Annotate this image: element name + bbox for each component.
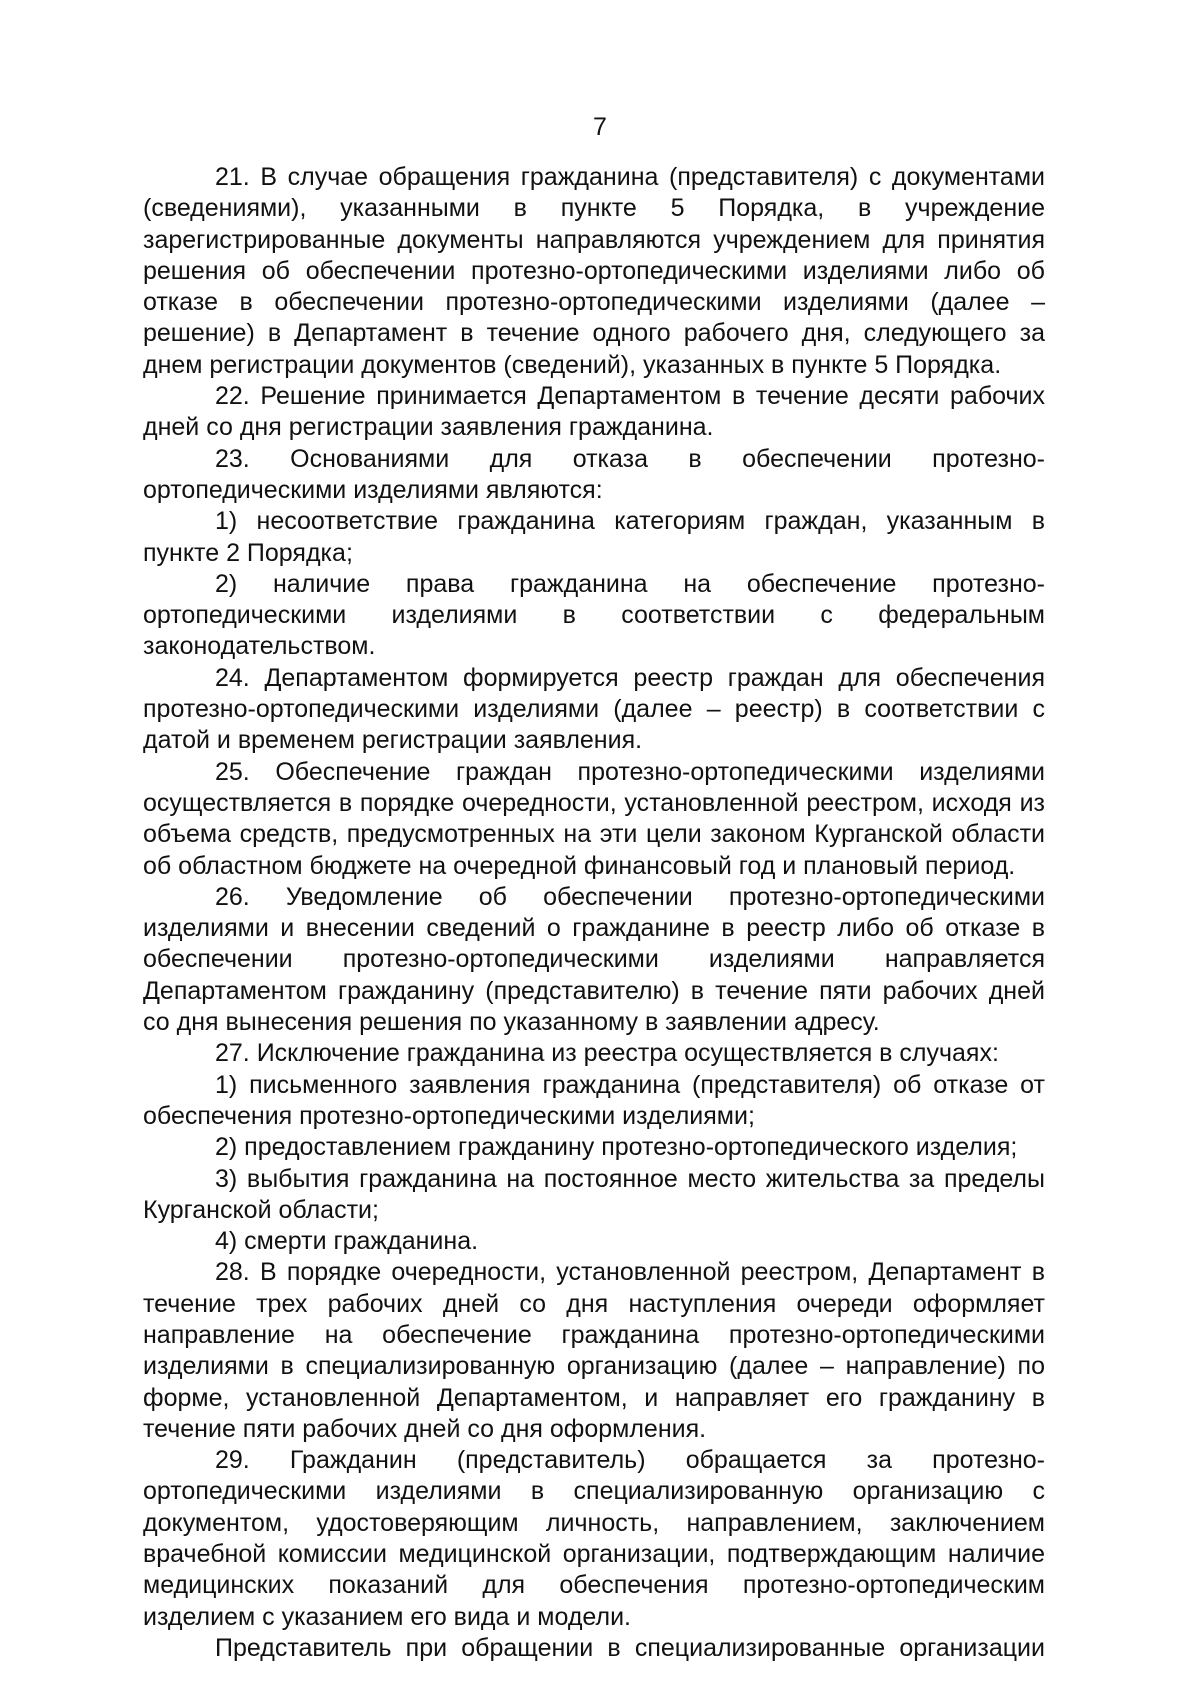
paragraph-22: 22. Решение принимается Департаментом в течение десяти рабочих дней со дня регистрации заявления гражданина. (143, 382, 1045, 442)
paragraph-23: 23. Основаниями для отказа в обеспечении протезно-ортопедическими изделиями являются: (143, 444, 1045, 504)
paragraph-27-item-2: 2) предоставлением гражданину протезно-ортопедического изделия; (215, 1133, 1018, 1162)
paragraph-26: 26. Уведомление об обеспечении протезно-ортопедическими изделиями и внесении сведений о гражданине в реестр либо об отказе в обеспечении протезно-ортопедическими изделиями направляется Департаментом гражданину (представителю) в течение пяти рабочих дней со дня вынесения решения по указанному в заявлении адресу. (143, 882, 1045, 1037)
paragraph-29: 29. Гражданин (представитель) обращается за протезно-ортопедическими изделиями в специализированную организацию с документом, удостоверяющим личность, направлением, заключением врачебной комиссии медицинской организации, подтверждающим наличие медицинских показаний для обеспечения протезно-ортопедическим изделием с указанием его вида и модели. (143, 1446, 1045, 1631)
page-number: 7 (593, 113, 607, 141)
paragraph-23-item-2: 2) наличие права гражданина на обеспечение протезно-ортопедическими изделиями в соответствии с федеральным законодательством. (143, 569, 1045, 661)
paragraph-28: 28. В порядке очередности, установленной реестром, Департамент в течение трех рабочих дней со дня наступления очереди оформляет направление на обеспечение гражданина протезно-ортопедическими изделиями в специализированную организацию (далее – направление) по форме, установленной Департаментом, и направляет его гражданину в течение пяти рабочих дней со дня оформления. (143, 1258, 1045, 1443)
paragraph-23-item-1: 1) несоответствие гражданина категориям граждан, указанным в пункте 2 Порядка; (143, 507, 1045, 567)
paragraph-27-item-1: 1) письменного заявления гражданина (представителя) об отказе от обеспечения протезно-ортопедическими изделиями; (143, 1070, 1045, 1130)
paragraph-24: 24. Департаментом формируется реестр граждан для обеспечения протезно-ортопедическими изделиями (далее – реестр) в соответствии с датой и временем регистрации заявления. (143, 663, 1045, 755)
document-body (143, 162, 1045, 1664)
paragraph-27-item-4: 4) смерти гражданина. (215, 1227, 479, 1256)
paragraph-25: 25. Обеспечение граждан протезно-ортопедическими изделиями осуществляется в порядке очередности, установленной реестром, исходя из объема средств, предусмотренных на эти цели законом Курганской области об областном бюджете на очередной финансовый год и плановый период. (143, 757, 1045, 880)
paragraph-29-continuation: Представитель при обращении в специализированные организации (215, 1633, 1045, 1662)
paragraph-27: 27. Исключение гражданина из реестра осуществляется в случаях: (215, 1039, 999, 1068)
paragraph-27-item-3: 3) выбытия гражданина на постоянное место жительства за пределы Курганской области; (143, 1164, 1045, 1224)
paragraph-21: 21. В случае обращения гражданина (представителя) с документами (сведениями), указанными в пункте 5 Порядка, в учреждение зарегистрированные документы направляются учреждением для принятия решения об обеспечении протезно-ортопедическими изделиями либо об отказе в обеспечении протезно-ортопедическими изделиями (далее – решение) в Департамент в течение одного рабочего дня, следующего за днем регистрации документов (сведений), указанных в пункте 5 Порядка. (143, 163, 1045, 379)
